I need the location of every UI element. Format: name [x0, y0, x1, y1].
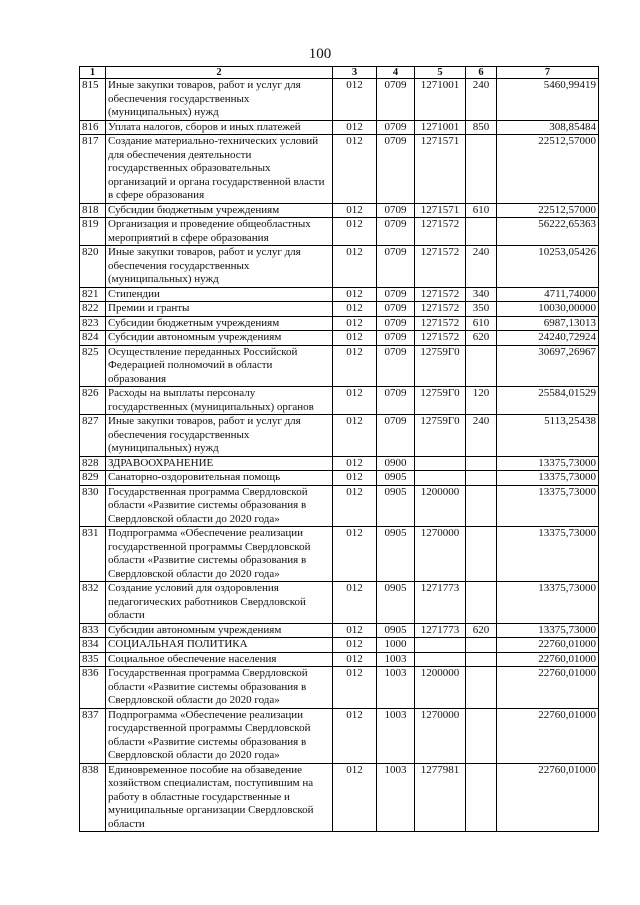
row-name: Иные закупки товаров, работ и услуг для обеспечения государственных (муниципальных) нужд	[106, 79, 333, 121]
row-code-3: 012	[333, 218, 377, 246]
row-number: 829	[80, 471, 106, 486]
row-code-4: 0709	[377, 302, 415, 317]
row-number: 827	[80, 415, 106, 457]
row-name: Подпрограмма «Обеспечение реализации государственной программы Свердловской области «Развитие системы образования в Свердловской области до 2020 года»	[106, 527, 333, 582]
row-code-4: 0900	[377, 456, 415, 471]
row-code-5: 12759Г0	[415, 415, 466, 457]
row-code-4: 1003	[377, 667, 415, 709]
row-code-5: 1270000	[415, 708, 466, 763]
row-code-3: 012	[333, 415, 377, 457]
table-row	[80, 623, 599, 638]
table-row	[80, 287, 599, 302]
row-code-3: 012	[333, 387, 377, 415]
row-number: 820	[80, 246, 106, 288]
row-name: Уплата налогов, сборов и иных платежей	[106, 120, 333, 135]
table-row	[80, 316, 599, 331]
row-name: Иные закупки товаров, работ и услуг для обеспечения государственных (муниципальных) нужд	[106, 246, 333, 288]
row-code-6: 850	[466, 120, 497, 135]
row-code-6	[466, 638, 497, 653]
row-amount: 22760,01000	[497, 763, 599, 832]
row-amount: 22760,01000	[497, 652, 599, 667]
row-code-6	[466, 527, 497, 582]
row-code-4: 0709	[377, 316, 415, 331]
row-number: 837	[80, 708, 106, 763]
table-row	[80, 203, 599, 218]
row-code-6	[466, 667, 497, 709]
row-amount: 13375,73000	[497, 485, 599, 527]
row-amount: 6987,13013	[497, 316, 599, 331]
row-code-3: 012	[333, 471, 377, 486]
row-code-4: 0709	[377, 218, 415, 246]
row-name: Осуществление переданных Российской Федерацией полномочий в области образования	[106, 345, 333, 387]
row-code-4: 0905	[377, 527, 415, 582]
row-name: Создание материально-технических условий для обеспечения деятельности государственных образовательных организаций и органа государственной власти в сфере образования	[106, 135, 333, 204]
row-name: Государственная программа Свердловской области «Развитие системы образования в Свердловской области до 2020 года»	[106, 667, 333, 709]
table-row	[80, 331, 599, 346]
col-header-1: 1	[80, 67, 106, 79]
row-code-5: 1271572	[415, 331, 466, 346]
row-code-6	[466, 763, 497, 832]
row-code-6: 610	[466, 203, 497, 218]
row-number: 815	[80, 79, 106, 121]
row-name: Расходы на выплаты персоналу государственных (муниципальных) органов	[106, 387, 333, 415]
row-amount: 13375,73000	[497, 623, 599, 638]
row-number: 821	[80, 287, 106, 302]
row-code-3: 012	[333, 456, 377, 471]
row-code-4: 0709	[377, 120, 415, 135]
col-header-6: 6	[466, 67, 497, 79]
row-name: Премии и гранты	[106, 302, 333, 317]
row-code-4: 0905	[377, 471, 415, 486]
table-row	[80, 667, 599, 709]
row-code-6	[466, 582, 497, 624]
row-amount: 30697,26967	[497, 345, 599, 387]
header-row	[80, 67, 599, 79]
row-number: 819	[80, 218, 106, 246]
table-row	[80, 302, 599, 317]
row-code-3: 012	[333, 316, 377, 331]
row-code-6	[466, 485, 497, 527]
row-amount: 13375,73000	[497, 527, 599, 582]
row-code-4: 1003	[377, 763, 415, 832]
table-row	[80, 135, 599, 204]
row-code-3: 012	[333, 203, 377, 218]
row-name: Стипендии	[106, 287, 333, 302]
row-code-4: 1003	[377, 708, 415, 763]
row-number: 835	[80, 652, 106, 667]
row-number: 830	[80, 485, 106, 527]
row-code-3: 012	[333, 652, 377, 667]
table-row	[80, 708, 599, 763]
row-amount: 4711,74000	[497, 287, 599, 302]
table-row	[80, 79, 599, 121]
row-code-6: 340	[466, 287, 497, 302]
row-amount: 13375,73000	[497, 582, 599, 624]
budget-table	[79, 66, 599, 832]
row-name: Единовременное пособие на обзаведение хозяйством специалистам, поступившим на работу в областные государственные и муниципальные организации Свердловской области	[106, 763, 333, 832]
row-amount: 22760,01000	[497, 708, 599, 763]
row-amount: 13375,73000	[497, 471, 599, 486]
row-code-5: 12759Г0	[415, 387, 466, 415]
row-amount: 10030,00000	[497, 302, 599, 317]
table-row	[80, 345, 599, 387]
row-code-3: 012	[333, 582, 377, 624]
row-code-4: 0905	[377, 582, 415, 624]
row-amount: 22512,57000	[497, 135, 599, 204]
row-code-3: 012	[333, 623, 377, 638]
table-body	[80, 79, 599, 832]
row-name: Подпрограмма «Обеспечение реализации государственной программы Свердловской области «Развитие системы образования в Свердловской области до 2020 года»	[106, 708, 333, 763]
row-code-5	[415, 638, 466, 653]
col-header-3: 3	[333, 67, 377, 79]
row-code-3: 012	[333, 763, 377, 832]
table-row	[80, 120, 599, 135]
row-amount: 308,85484	[497, 120, 599, 135]
row-code-4: 1003	[377, 652, 415, 667]
row-code-3: 012	[333, 485, 377, 527]
row-code-4: 0709	[377, 135, 415, 204]
row-code-5: 1271001	[415, 79, 466, 121]
table-row	[80, 456, 599, 471]
table-row	[80, 415, 599, 457]
row-code-4: 0905	[377, 485, 415, 527]
row-number: 838	[80, 763, 106, 832]
row-code-5: 1271571	[415, 203, 466, 218]
row-name: Субсидии бюджетным учреждениям	[106, 316, 333, 331]
row-number: 836	[80, 667, 106, 709]
row-code-6	[466, 218, 497, 246]
row-amount: 56222,65363	[497, 218, 599, 246]
row-code-3: 012	[333, 527, 377, 582]
row-code-4: 0709	[377, 415, 415, 457]
row-code-3: 012	[333, 120, 377, 135]
row-name: Иные закупки товаров, работ и услуг для обеспечения государственных (муниципальных) нужд	[106, 415, 333, 457]
table-row	[80, 652, 599, 667]
row-amount: 13375,73000	[497, 456, 599, 471]
row-code-6	[466, 652, 497, 667]
row-code-5: 1270000	[415, 527, 466, 582]
row-code-5: 1271572	[415, 218, 466, 246]
row-number: 822	[80, 302, 106, 317]
row-amount: 10253,05426	[497, 246, 599, 288]
row-code-5: 1271572	[415, 246, 466, 288]
col-header-4: 4	[377, 67, 415, 79]
row-code-4: 0709	[377, 331, 415, 346]
row-code-5: 1271572	[415, 287, 466, 302]
row-name: СОЦИАЛЬНАЯ ПОЛИТИКА	[106, 638, 333, 653]
table-row	[80, 471, 599, 486]
table-row	[80, 485, 599, 527]
row-name: ЗДРАВООХРАНЕНИЕ	[106, 456, 333, 471]
row-code-6: 240	[466, 79, 497, 121]
row-code-5: 1271773	[415, 582, 466, 624]
row-amount: 24240,72924	[497, 331, 599, 346]
row-number: 834	[80, 638, 106, 653]
row-name: Государственная программа Свердловской области «Развитие системы образования в Свердловской области до 2020 года»	[106, 485, 333, 527]
row-code-3: 012	[333, 638, 377, 653]
table-row	[80, 527, 599, 582]
row-code-5: 1271572	[415, 302, 466, 317]
row-code-3: 012	[333, 79, 377, 121]
row-amount: 22760,01000	[497, 638, 599, 653]
row-code-6	[466, 471, 497, 486]
row-code-5: 1277981	[415, 763, 466, 832]
row-code-4: 1000	[377, 638, 415, 653]
row-code-5: 1271001	[415, 120, 466, 135]
row-code-6: 610	[466, 316, 497, 331]
row-number: 831	[80, 527, 106, 582]
row-code-5: 1200000	[415, 485, 466, 527]
col-header-7: 7	[497, 67, 599, 79]
row-code-3: 012	[333, 246, 377, 288]
row-code-4: 0709	[377, 79, 415, 121]
row-number: 833	[80, 623, 106, 638]
row-amount: 5460,99419	[497, 79, 599, 121]
row-code-6	[466, 345, 497, 387]
row-code-6	[466, 456, 497, 471]
row-code-3: 012	[333, 667, 377, 709]
page-number: 100	[308, 46, 332, 62]
row-code-3: 012	[333, 135, 377, 204]
row-number: 832	[80, 582, 106, 624]
row-code-5: 1271773	[415, 623, 466, 638]
table-row	[80, 638, 599, 653]
row-amount: 25584,01529	[497, 387, 599, 415]
row-number: 824	[80, 331, 106, 346]
row-number: 823	[80, 316, 106, 331]
row-code-6: 350	[466, 302, 497, 317]
row-amount: 22760,01000	[497, 667, 599, 709]
row-code-3: 012	[333, 331, 377, 346]
row-number: 828	[80, 456, 106, 471]
row-code-5: 1271571	[415, 135, 466, 204]
row-number: 817	[80, 135, 106, 204]
row-code-4: 0709	[377, 203, 415, 218]
row-code-5	[415, 652, 466, 667]
col-header-2: 2	[106, 67, 333, 79]
table-row	[80, 387, 599, 415]
row-name: Субсидии автономным учреждениям	[106, 623, 333, 638]
row-code-5: 12759Г0	[415, 345, 466, 387]
row-code-4: 0709	[377, 387, 415, 415]
table-row	[80, 246, 599, 288]
row-code-3: 012	[333, 708, 377, 763]
row-code-3: 012	[333, 345, 377, 387]
row-number: 816	[80, 120, 106, 135]
row-name: Субсидии бюджетным учреждениям	[106, 203, 333, 218]
row-number: 818	[80, 203, 106, 218]
row-code-5	[415, 471, 466, 486]
row-code-6: 240	[466, 415, 497, 457]
row-amount: 5113,25438	[497, 415, 599, 457]
row-code-3: 012	[333, 302, 377, 317]
row-code-3: 012	[333, 287, 377, 302]
row-amount: 22512,57000	[497, 203, 599, 218]
row-code-5: 1200000	[415, 667, 466, 709]
row-name: Санаторно-оздоровительная помощь	[106, 471, 333, 486]
row-code-5	[415, 456, 466, 471]
row-code-4: 0709	[377, 345, 415, 387]
table-row	[80, 582, 599, 624]
row-code-4: 0709	[377, 287, 415, 302]
table-row	[80, 218, 599, 246]
row-name: Создание условий для оздоровления педагогических работников Свердловской области	[106, 582, 333, 624]
row-name: Социальное обеспечение населения	[106, 652, 333, 667]
row-code-6: 620	[466, 623, 497, 638]
row-code-4: 0709	[377, 246, 415, 288]
row-name: Субсидии автономным учреждениям	[106, 331, 333, 346]
row-number: 826	[80, 387, 106, 415]
row-code-6	[466, 708, 497, 763]
col-header-5: 5	[415, 67, 466, 79]
row-number: 825	[80, 345, 106, 387]
row-code-6: 120	[466, 387, 497, 415]
row-code-6: 240	[466, 246, 497, 288]
row-code-5: 1271572	[415, 316, 466, 331]
table-row	[80, 763, 599, 832]
row-code-6: 620	[466, 331, 497, 346]
row-code-4: 0905	[377, 623, 415, 638]
row-code-6	[466, 135, 497, 204]
row-name: Организация и проведение общеобластных мероприятий в сфере образования	[106, 218, 333, 246]
